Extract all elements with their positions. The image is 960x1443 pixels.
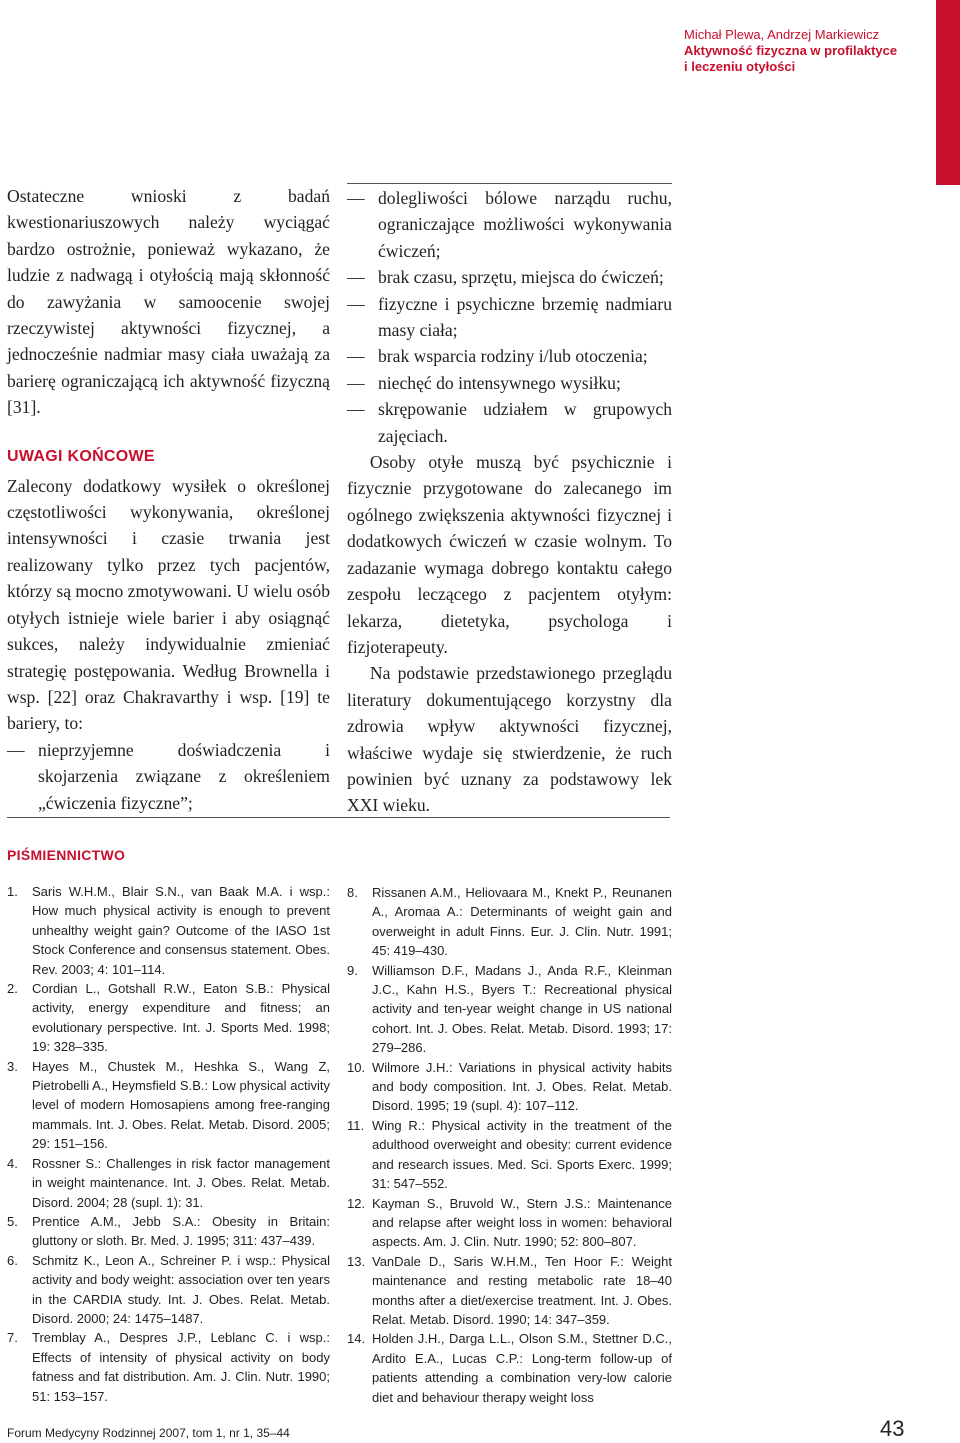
reference-number: 5.: [7, 1213, 18, 1229]
reference-number: 3.: [7, 1058, 18, 1074]
references-list-right: [347, 883, 672, 1407]
reference-item: [7, 1154, 330, 1212]
reference-text: Wilmore J.H.: Variations in physical activity habits and body composition. Int. J. Obes. Relat. Metab. Disord. 1995; 19 (supl. 4): 107–112.: [372, 1059, 672, 1114]
reference-item: [7, 1251, 330, 1329]
reference-number: 6.: [7, 1252, 18, 1268]
reference-item: [347, 1194, 672, 1252]
reference-number: 8.: [347, 885, 358, 900]
reference-item: [347, 1058, 672, 1116]
reference-text: Saris W.H.M., Blair S.N., van Baak M.A. i wsp.: How much physical activity is enough to prevent unhealthy weight gain? Outcome of the IASO 1st Stock Conference and consensus statement. Obes. Rev. 2003; 4: 101–114.: [32, 884, 330, 977]
barrier-item: — brak wsparcia rodziny i/lub otoczenia;: [347, 343, 672, 369]
closing-paragraph-1: Osoby otyłe muszą być psychicznie i fizycznie przygotowane do zalecanego im ogólnego zwiększenia aktywności fizycznej i dodatkowych ćwiczeń w czasie wolnym. To zadazanie wymaga dobrego kontaktu całego zespołu leczącego z pacjentem otyłym: lekarza, dietetyka, psychologa i fizjoterapeuty.: [347, 452, 672, 657]
reference-number: 9.: [347, 962, 358, 978]
references-heading: PIŚMIENNICTWO: [7, 847, 126, 863]
reference-text: Rissanen A.M., Heliovaara M., Knekt P., Reunanen A., Aromaa A.: Determinants of weight gain and overweight in adult Finns. Eur. J. Clin. Nutr. 1991; 45: 419–430.: [372, 885, 672, 959]
barrier-item: — dolegliwości bólowe narządu ruchu, ograniczające możliwości wykonywania ćwiczeń;: [347, 185, 672, 264]
reference-item: [347, 1116, 672, 1194]
barrier-item: — fizyczne i psychiczne brzemię nadmiaru masy ciała;: [347, 291, 672, 344]
body-column-right: [347, 183, 672, 819]
section-paragraph: Zalecony dodatkowy wysiłek o określonej częstotliwości wykonywania, określonej intensywności i czasie trwania jest realizowany tylko przez tych pacjentów, którzy są mocno zmotywowani. U wielu osób otyłych istnieje wiele barier i aby osiągnąć sukces, należy indywidualnie zmieniać strategię postępowania. Według Brownella i wsp. [22] oraz Chakravarthy i wsp. [19] te bariery, to:: [7, 475, 330, 734]
reference-number: 11.: [347, 1117, 365, 1133]
reference-number: 10.: [347, 1059, 366, 1075]
reference-item: [7, 1328, 330, 1406]
reference-text: Wing R.: Physical activity in the treatment of the adulthood overweight and obesity: current evidence and research issues. Med. Sci. Sports Exerc. 1999; 31: 547–552.: [372, 1117, 672, 1192]
reference-text: Tremblay A., Despres J.P., Leblanc C. i wsp.: Effects of intensity of physical activity on body fatness and fat distribution. Am. J. Clin. Nutr. 1990; 51: 153–157.: [32, 1330, 330, 1404]
barrier-list-right: [347, 185, 672, 449]
references-list-left: [7, 882, 330, 1406]
barrier-item: — niechęć do intensywnego wysiłku;: [347, 370, 672, 396]
section-heading: UWAGI KOŃCOWE: [7, 447, 155, 465]
reference-number: 13.: [347, 1253, 366, 1269]
reference-text: Rossner S.: Challenges in risk factor management in weight maintenance. Int. J. Obes. Relat. Metab. Disord. 2004; 28 (supl. 1): 31.: [32, 1155, 330, 1210]
reference-text: Cordian L., Gotshall R.W., Eaton S.B.: Physical activity, energy expenditure and fitness; an evolutionary perspective. Int. J. Sports Med. 1998; 19: 328–335.: [32, 981, 330, 1055]
reference-text: Prentice A.M., Jebb S.A.: Obesity in Britain: gluttony or sloth. Br. Med. J. 1995; 311: 437–439.: [32, 1213, 330, 1249]
reference-item: [7, 979, 330, 1057]
barrier-item: — brak czasu, sprzętu, miejsca do ćwiczeń;: [347, 264, 672, 290]
reference-item: [347, 883, 672, 961]
reference-text: Hayes M., Chustek M., Heshka S., Wang Z, Pietrobelli A., Heymsfield S.B.: Low physical activity level of modern Homosapiens among free-ranging mammals. Int. J. Obes. Relat. Metab. Disord. 2005; 29: 151–156.: [32, 1058, 330, 1152]
reference-number: 1.: [7, 884, 18, 899]
accent-bar: [936, 0, 960, 185]
reference-number: 7.: [7, 1330, 18, 1346]
reference-item: [347, 1252, 672, 1330]
reference-number: 2.: [7, 981, 18, 997]
running-head-authors: Michał Plewa, Andrzej Markiewicz: [684, 27, 880, 42]
reference-text: Williamson D.F., Madans J., Anda R.F., Kleinman J.C., Kahn H.S., Byers T.: Recreational physical activity and ten-year weight change in US national cohort. Int. J. Obes. Relat. Metab. Disord. 1993; 17: 279–286.: [372, 962, 672, 1056]
running-head-title-line2: i leczeniu otyłości: [684, 59, 796, 74]
reference-text: Kayman S., Bruvold W., Stern J.S.: Maintenance and relapse after weight loss in women: behavioral aspects. Am. J. Clin. Nutr. 1990; 52: 800–807.: [372, 1195, 672, 1250]
running-head: [684, 27, 924, 75]
reference-item: [7, 1057, 330, 1154]
reference-item: [7, 882, 330, 979]
footer-journal: Forum Medycyny Rodzinnej 2007, tom 1, nr 1, 35–44: [7, 1426, 290, 1440]
reference-text: VanDale D., Saris W.H.M., Ten Hoor F.: Weight maintenance and resting metabolic rate 18–40 months after a diet/exercise treatment. Int. J. Obes. Relat. Metab. Disord. 1990; 14: 347–359.: [372, 1253, 672, 1327]
reference-number: 14.: [347, 1331, 366, 1347]
reference-item: [7, 1212, 330, 1251]
barrier-item: — nieprzyjemne doświadczenia i skojarzenia związane z określeniem „ćwiczenia fizyczne”;: [7, 737, 330, 816]
reference-number: 12.: [347, 1195, 366, 1211]
reference-text: Holden J.H., Darga L.L., Olson S.M., Stettner D.C., Ardito E.A., Lucas C.P.: Long-term follow-up of patients attending a combination very-low calorie diet and behaviour therapy weight loss: [372, 1331, 672, 1405]
running-head-title-line1: Aktywność fizyczna w profilaktyce: [684, 43, 898, 58]
barrier-item: — skrępowanie udziałem w grupowych zajęciach.: [347, 396, 672, 449]
reference-item: [347, 1329, 672, 1407]
closing-paragraph-2: Na podstawie przedstawionego przeglądu literatury dokumentującego korzystny dla zdrowia wpływ aktywności fizycznej, właściwe wydaje się stwierdzenie, że ruch powinien być uznany za podstawowy lek XXI wieku.: [347, 663, 672, 816]
barrier-list-left: [7, 737, 330, 816]
intro-paragraph: Ostateczne wnioski z badań kwestionariuszowych należy wyciągać bardzo ostrożnie, ponieważ wykazano, że ludzie z nadwagą i otyłością mają skłonność do zawyżania w samoocenie swojej rzeczywistej aktywności fizycznej, a jednocześnie nadmiar masy ciała uważają za barierę ograniczającą ich aktywność fizyczną [31].: [7, 186, 330, 418]
reference-text: Schmitz K., Leon A., Schreiner P. i wsp.: Physical activity and body weight: association over ten years in the CARDIA study. Int. J. Obes. Relat. Metab. Disord. 2000; 24: 1475–1487.: [32, 1252, 330, 1326]
reference-item: [347, 961, 672, 1058]
body-column-left: [7, 183, 330, 816]
references-divider: [7, 817, 670, 818]
page-number: 43: [880, 1416, 905, 1441]
reference-number: 4.: [7, 1155, 18, 1171]
